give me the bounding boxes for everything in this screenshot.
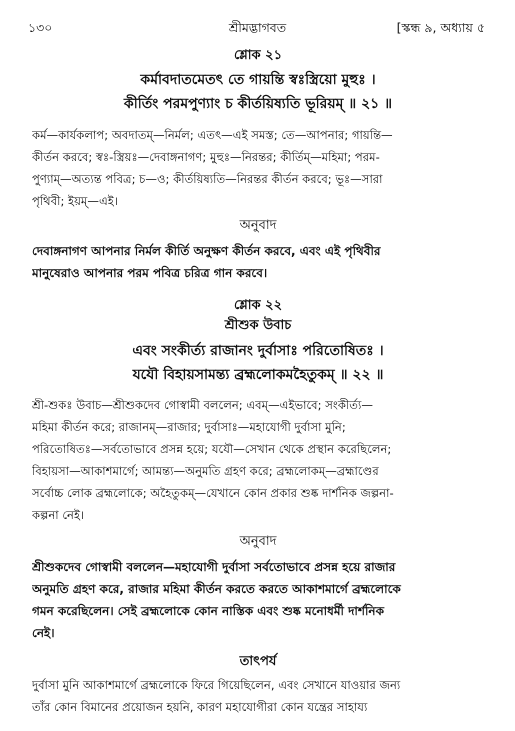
synonym-line: পৃথিবী; ইয়ম্—এই।: [32, 194, 118, 208]
verse-22-translation-heading: অনুবাদ: [239, 534, 277, 549]
translation-line: নেই।: [32, 626, 55, 640]
verse-22-line-2: যযৌ বিহায়সামন্ত্য ব্রহ্মলোকমহৈতুকম্ ॥ ২২ ॥: [132, 367, 384, 383]
verse-22-translation: [32, 556, 484, 644]
running-header: [0, 20, 515, 38]
synonym-line: কর্ম—কার্যকলাপ; অবদাতম্—নির্মল; এতৎ—এই সমস্ত; তে—আপনার; গায়ন্তি—: [32, 128, 393, 142]
verse-21-translation: [32, 240, 484, 284]
synonym-line: পুণ্যাম্—অত্যন্ত পবিত্র; চ—ও; কীর্তয়িষ্যতি—নিরন্তর কীর্তন করবে; ভূঃ—সারা: [32, 172, 383, 186]
synonym-line: মহিমা কীর্তন করে; রাজানম্—রাজার; দুর্বাসাঃ—মহাযোগী দুর্বাসা মুনি;: [32, 420, 346, 434]
verse-22-heading: শ্লোক ২২: [233, 298, 283, 313]
synonym-line: কীর্তন করবে; স্বঃ-স্ত্রিয়ঃ—দেবাঙ্গনাগণ; মুহুঃ—নিরন্তর; কীর্তিম্—মহিমা; পরম-: [32, 150, 380, 164]
synonym-line: বিহায়সা—আকাশমার্গে; আমন্ত্য—অনুমতি গ্রহণ করে; ব্রহ্মলোকম্—ব্রহ্মাণ্ডের: [32, 464, 379, 478]
purport-heading: তাৎপর্য: [239, 654, 277, 669]
translation-line: দেবাঙ্গনাগণ আপনার নির্মল কীর্তি অনুক্ষণ কীর্তন করবে, এবং এই পৃথিবীর: [32, 244, 381, 258]
verse-21-line-1: কর্মাবদাতমেতৎ তে গায়ন্তি স্বঃস্ত্রিয়ো মুহুঃ ।: [140, 72, 376, 88]
synonym-line: পরিতোষিতঃ—সর্বতোভাবে প্রসন্ন হয়ে; যযৌ—সেখান থেকে প্রস্থান করেছিলেন;: [32, 442, 392, 456]
verse-22-speaker: শ্রীশুক উবাচ: [224, 318, 292, 333]
translation-line: গমন করেছিলেন। সেই ব্রহ্মলোকে কোন নাস্তিক এবং শুষ্ক মনোধর্মী দার্শনিক: [32, 604, 384, 618]
translation-line: মানুষেরাও আপনার পরম পবিত্র চরিত্র গান করবে।: [32, 266, 268, 280]
purport-text: [32, 674, 484, 718]
synonym-line: সর্বোচ্চ লোক ব্রহ্মলোকে; অহৈতুকম্—যেখানে কোন প্রকার শুষ্ক দার্শনিক জল্পনা-: [32, 486, 394, 500]
verse-22-synonyms: [32, 394, 484, 526]
purport-line: তাঁর কোন বিমানের প্রয়োজন হয়নি, কারণ মহাযোগীরা কোন যন্ত্রের সাহায্য: [32, 700, 368, 714]
verse-21-heading: শ্লোক ২১: [233, 48, 283, 63]
purport-line: দুর্বাসা মুনি আকাশমার্গে ব্রহ্মলোকে ফিরে গিয়েছিলেন, এবং সেখানে যাওয়ার জন্য: [32, 678, 401, 692]
verse-21-synonyms: [32, 124, 484, 212]
verse-21-translation-heading: অনুবাদ: [239, 218, 277, 233]
synonym-line: কল্পনা নেই।: [32, 508, 85, 522]
chapter-reference: [স্কন্ধ ৯, অধ্যায় ৫: [396, 20, 485, 35]
translation-line: অনুমতি গ্রহণ করে, রাজার মহিমা কীর্তন করতে করতে আকাশমার্গে ব্রহ্মলোকে: [32, 582, 401, 596]
translation-line: শ্রীশুকদেব গোস্বামী বললেন—মহাযোগী দুর্বাসা সর্বতোভাবে প্রসন্ন হয়ে রাজার: [32, 560, 396, 574]
verse-21-line-2: কীর্তিং পরমপুণ্যাং চ কীর্তয়িষ্যতি ভূরিয়ম্ ॥ ২১ ॥: [123, 96, 393, 112]
synonym-line: শ্রী-শুকঃ উবাচ—শ্রীশুকদেব গোস্বামী বললেন; এবম্—এইভাবে; সংকীর্ত্য—: [32, 398, 373, 412]
page-number: ১৩০: [28, 20, 53, 35]
book-title: শ্রীমদ্ভাগবত: [228, 20, 287, 35]
verse-22-line-1: এবং সংকীর্ত্য রাজানং দুর্বাসাঃ পরিতোষিতঃ ।: [132, 343, 384, 359]
